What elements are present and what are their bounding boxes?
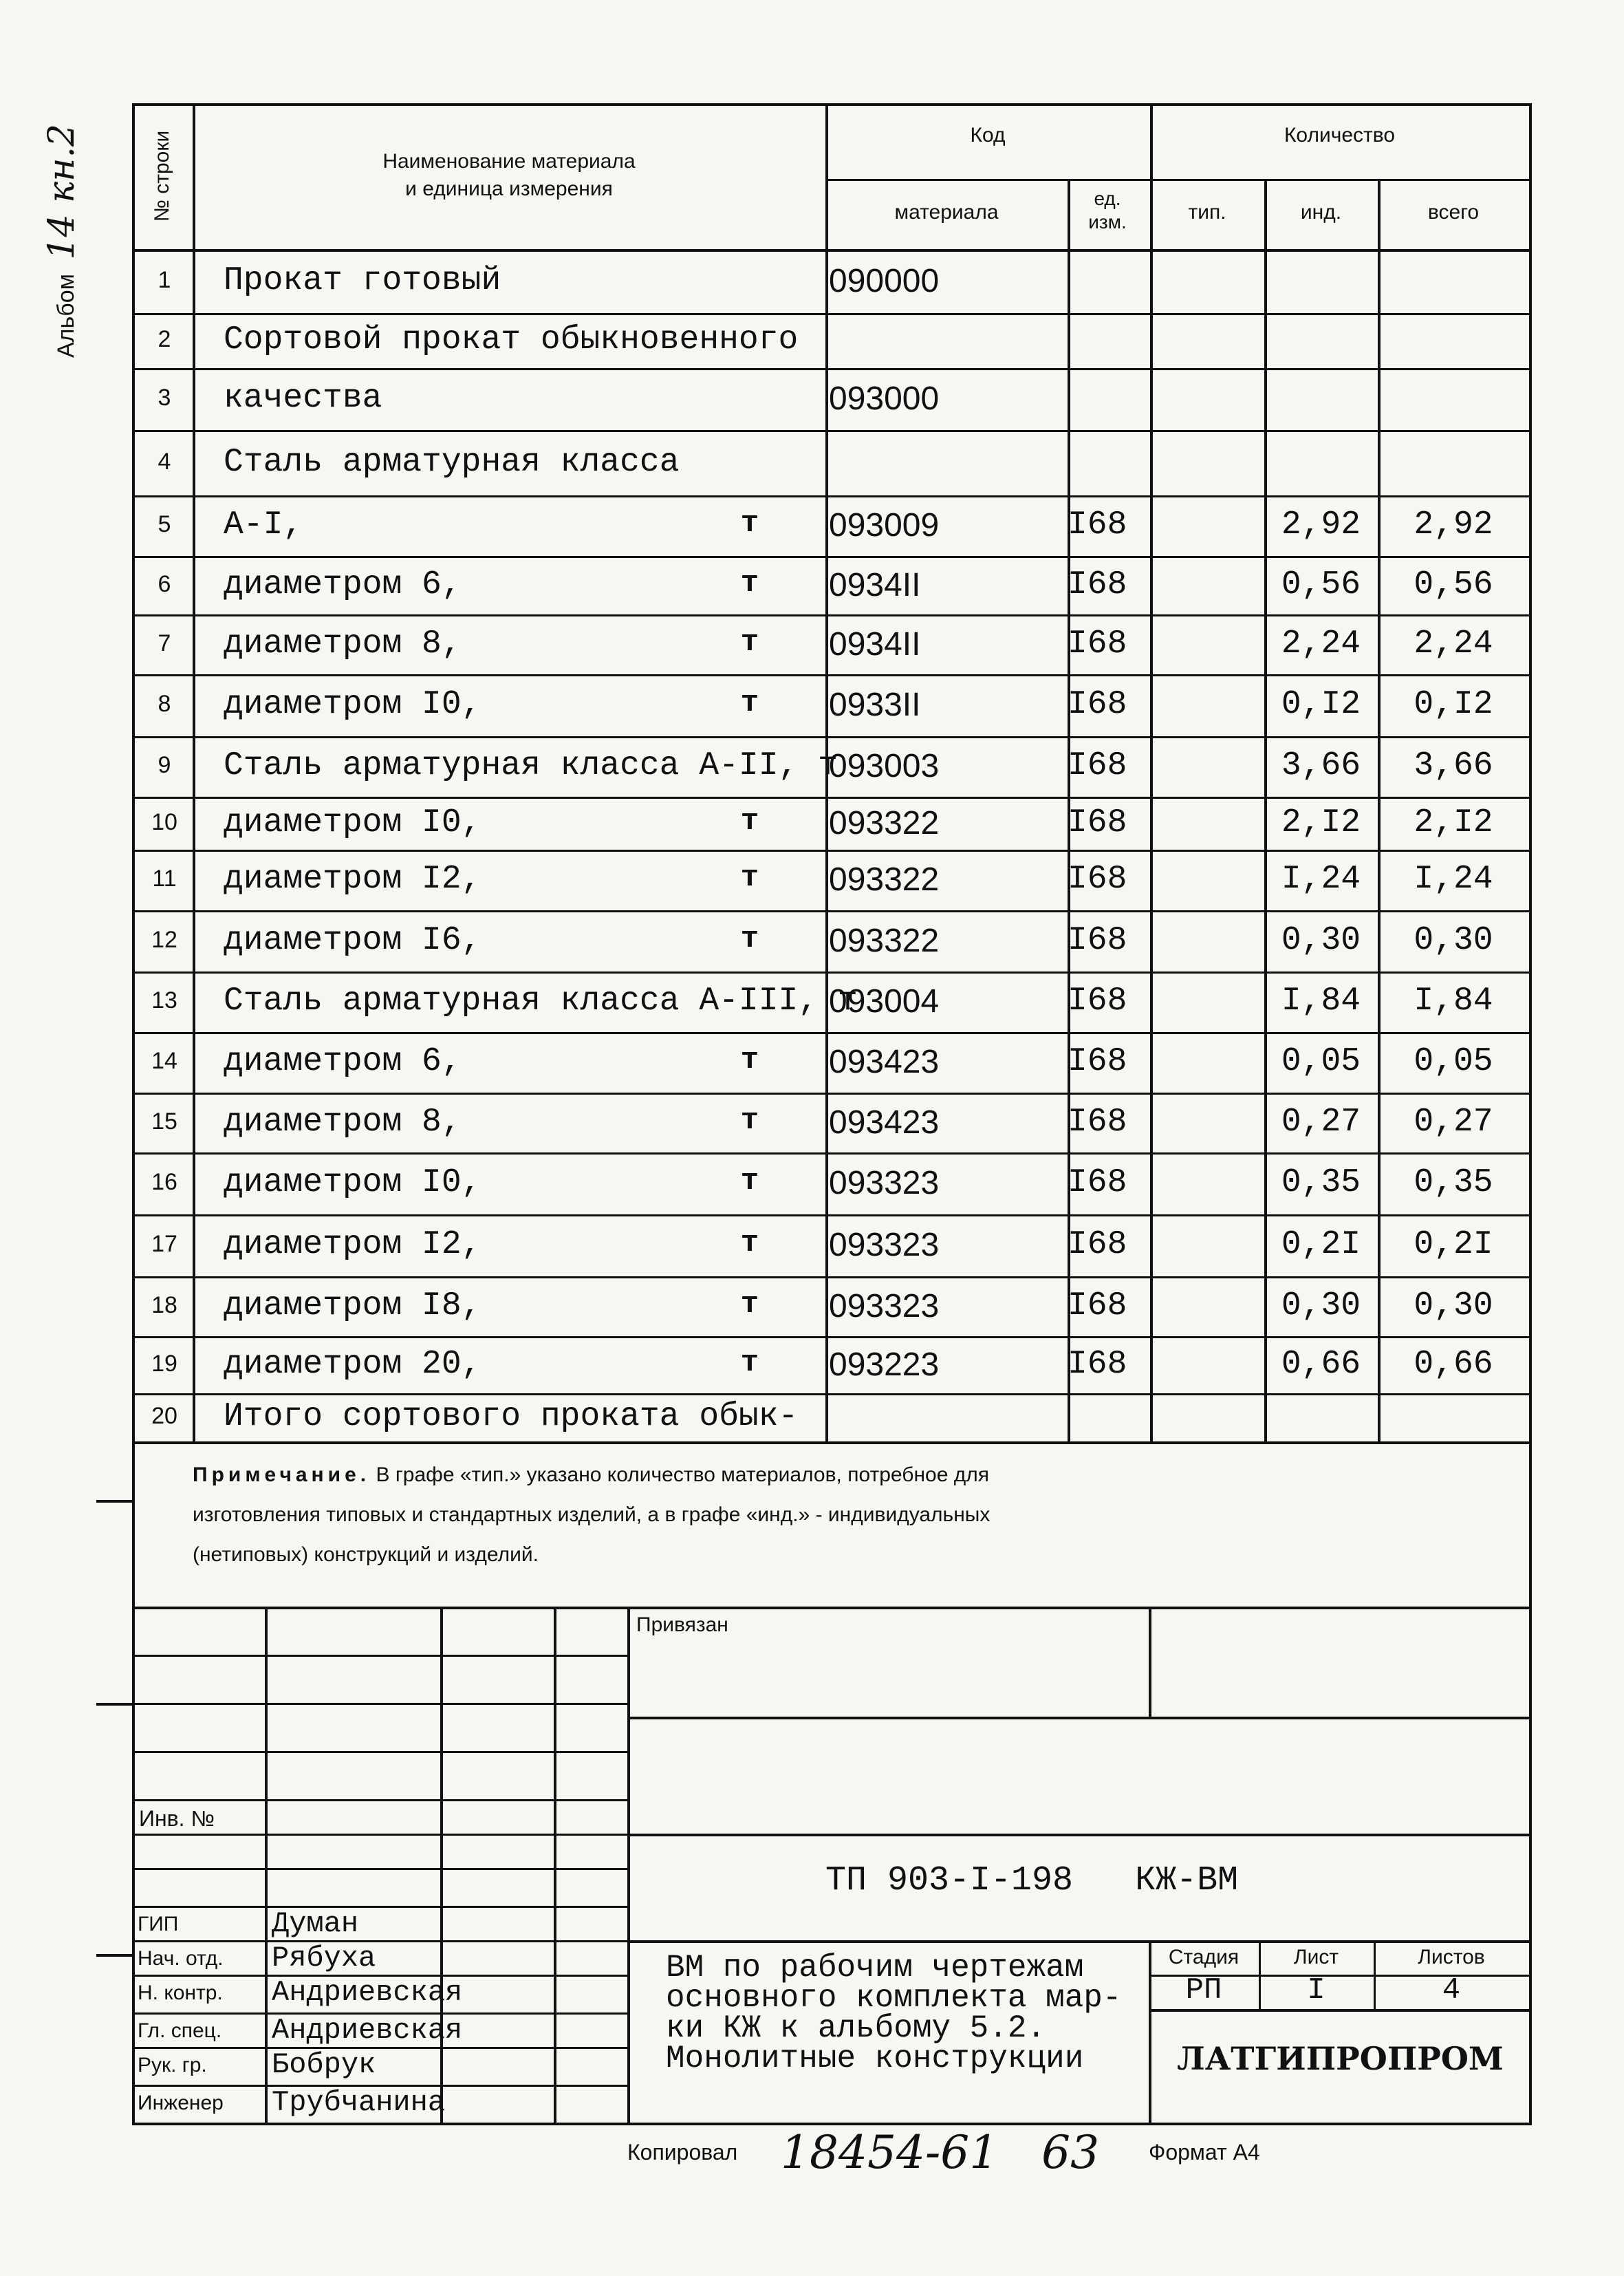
row-code: 090000 bbox=[829, 262, 940, 299]
note-block bbox=[193, 1455, 1500, 1575]
row-qty-ind: 0,27 bbox=[1281, 1103, 1361, 1141]
row-number: 7 bbox=[158, 630, 171, 656]
header-qty-typ: тип. bbox=[1188, 201, 1226, 224]
row-unit: т bbox=[740, 1287, 759, 1322]
row-name: диаметром I6, bbox=[224, 921, 481, 959]
row-qty-total: 0,56 bbox=[1414, 566, 1493, 603]
row-code: 093223 bbox=[829, 1346, 940, 1383]
row-unit-code: I68 bbox=[1068, 804, 1127, 841]
row-number: 3 bbox=[158, 385, 171, 411]
row-qty-total: 0,05 bbox=[1414, 1043, 1493, 1080]
sheet-value: I bbox=[1307, 1973, 1325, 2008]
row-code: 093423 bbox=[829, 1044, 940, 1080]
copied-label: Копировал bbox=[627, 2140, 738, 2165]
row-qty-ind: 2,24 bbox=[1281, 625, 1361, 663]
header-code: Код bbox=[970, 124, 1006, 147]
row-unit-code: I68 bbox=[1068, 921, 1127, 959]
row-name: Прокат готовый bbox=[224, 261, 501, 299]
row-code: 093003 bbox=[829, 748, 940, 784]
header-quantity: Количество bbox=[1284, 124, 1396, 147]
signer-name: Трубчанина bbox=[272, 2086, 446, 2119]
row-qty-total: 3,66 bbox=[1414, 747, 1493, 784]
row-name: Сталь арматурная класса А-III, т bbox=[224, 983, 858, 1020]
signer-role: ГИП bbox=[138, 1913, 179, 1935]
signer-role: Н. контр. bbox=[138, 1982, 223, 2004]
row-qty-total: 0,35 bbox=[1414, 1164, 1493, 1201]
row-unit-code: I68 bbox=[1068, 1103, 1127, 1141]
row-number: 16 bbox=[151, 1169, 177, 1195]
row-qty-ind: 0,05 bbox=[1281, 1043, 1361, 1080]
row-qty-ind: 0,2I bbox=[1281, 1226, 1361, 1263]
row-code: 093323 bbox=[829, 1165, 940, 1201]
row-qty-total: 2,24 bbox=[1414, 625, 1493, 663]
copied-value: 18454-61 63 bbox=[781, 2126, 1100, 2179]
header-qty-ind: инд. bbox=[1300, 201, 1342, 224]
document-code: ТП 903-I-198 КЖ-ВМ bbox=[825, 1861, 1239, 1900]
row-number: 10 bbox=[151, 808, 177, 835]
row-number: 11 bbox=[152, 866, 177, 892]
row-name: диаметром 8, bbox=[224, 1103, 462, 1141]
header-code-material: материала bbox=[894, 201, 999, 224]
album-label bbox=[41, 83, 96, 358]
row-unit: т bbox=[740, 625, 759, 660]
row-qty-ind: 2,I2 bbox=[1281, 804, 1361, 841]
row-qty-ind: 0,66 bbox=[1281, 1345, 1361, 1383]
row-unit-code: I68 bbox=[1068, 566, 1127, 603]
row-number: 18 bbox=[151, 1291, 177, 1318]
format-label: Формат А4 bbox=[1149, 2140, 1260, 2165]
row-unit-code: I68 bbox=[1068, 1226, 1127, 1263]
sheet-label: Лист bbox=[1293, 1946, 1339, 1968]
signer-name: Андриевская bbox=[272, 1976, 463, 2009]
stage-value: РП bbox=[1185, 1973, 1222, 2008]
row-unit-code: I68 bbox=[1068, 506, 1127, 544]
row-qty-total: 0,2I bbox=[1414, 1226, 1493, 1263]
row-unit-code: I68 bbox=[1068, 983, 1127, 1020]
row-unit-code: I68 bbox=[1068, 1043, 1127, 1080]
row-unit-code: I68 bbox=[1068, 1345, 1127, 1383]
row-unit-code: I68 bbox=[1068, 686, 1127, 723]
row-number: 2 bbox=[158, 326, 171, 352]
row-number: 5 bbox=[158, 511, 171, 537]
row-unit: т bbox=[740, 1345, 759, 1380]
row-number: 19 bbox=[151, 1350, 177, 1377]
row-number: 14 bbox=[151, 1048, 177, 1074]
row-code: 093423 bbox=[829, 1104, 940, 1141]
row-number: 15 bbox=[151, 1108, 177, 1135]
signer-role: Рук. гр. bbox=[138, 2054, 207, 2076]
row-qty-total: 2,I2 bbox=[1414, 804, 1493, 841]
row-unit: т bbox=[740, 506, 759, 541]
row-qty-total: 0,27 bbox=[1414, 1103, 1493, 1141]
row-code: 093322 bbox=[829, 861, 940, 898]
sheets-label: Листов bbox=[1418, 1946, 1485, 1968]
row-number: 12 bbox=[151, 926, 177, 953]
note-line-2: изготовления типовых и стандартных изделий, а в графе «инд.» - индивидуальных bbox=[193, 1503, 990, 1526]
row-name: А-I, bbox=[224, 506, 303, 544]
row-name: качества bbox=[224, 380, 382, 417]
signer-role: Нач. отд. bbox=[138, 1947, 224, 1970]
row-qty-ind: 0,30 bbox=[1281, 1287, 1361, 1324]
row-code: 093000 bbox=[829, 380, 940, 417]
row-code: 0934II bbox=[829, 625, 921, 663]
row-qty-ind: 0,30 bbox=[1281, 921, 1361, 959]
inventory-number-label: Инв. № bbox=[139, 1806, 215, 1831]
note-label: Примечание. bbox=[193, 1463, 371, 1486]
row-code: 093009 bbox=[829, 507, 940, 544]
privyazan-label: Привязан bbox=[636, 1613, 728, 1636]
row-unit: т bbox=[740, 1043, 759, 1077]
row-name: диаметром I2, bbox=[224, 1226, 481, 1263]
row-code: 093004 bbox=[829, 983, 940, 1020]
row-name: диаметром 8, bbox=[224, 625, 462, 663]
row-name: диаметром I0, bbox=[224, 1164, 481, 1201]
row-qty-total: I,84 bbox=[1414, 983, 1493, 1020]
row-qty-ind: I,24 bbox=[1281, 861, 1361, 898]
row-code: 093323 bbox=[829, 1287, 940, 1324]
row-number: 4 bbox=[158, 448, 171, 475]
row-number: 17 bbox=[151, 1231, 177, 1257]
row-code: 093322 bbox=[829, 804, 940, 841]
row-unit-code: I68 bbox=[1068, 747, 1127, 784]
album-number: 14 кн.2 bbox=[41, 123, 83, 260]
row-code: 0934II bbox=[829, 566, 921, 603]
album-text: Альбом bbox=[53, 274, 79, 358]
row-number: 8 bbox=[158, 691, 171, 717]
row-unit: т bbox=[740, 804, 759, 839]
row-name: диаметром I0, bbox=[224, 686, 481, 723]
row-number: 13 bbox=[151, 987, 177, 1013]
row-code: 093323 bbox=[829, 1227, 940, 1263]
row-number: 9 bbox=[158, 752, 171, 778]
row-unit-code: I68 bbox=[1068, 1287, 1127, 1324]
row-name: Сталь арматурная класса bbox=[224, 443, 680, 481]
row-unit: т bbox=[740, 861, 759, 895]
row-name: диаметром I8, bbox=[224, 1287, 481, 1324]
row-qty-ind: 0,I2 bbox=[1281, 686, 1361, 723]
row-qty-ind: 2,92 bbox=[1281, 506, 1361, 544]
header-code-unit: ед. изм. bbox=[1088, 188, 1127, 233]
row-code: 093322 bbox=[829, 922, 940, 959]
row-qty-total: 0,30 bbox=[1414, 921, 1493, 959]
row-name: диаметром 6, bbox=[224, 566, 462, 603]
signer-role: Инженер bbox=[138, 2092, 224, 2114]
document-title: ВМ по рабочим чертежам основного комплекта мар- ки КЖ к альбому 5.2. Монолитные конструкции bbox=[666, 1950, 1122, 2076]
header-name: Наименование материала и единица измерения bbox=[382, 150, 636, 200]
row-name: Сортовой прокат обыкновенного bbox=[224, 321, 799, 358]
row-name: диаметром 20, bbox=[224, 1345, 481, 1383]
row-unit: т bbox=[740, 1164, 759, 1199]
row-unit-code: I68 bbox=[1068, 625, 1127, 663]
note-line-1: В графе «тип.» указано количество материалов, потребное для bbox=[376, 1463, 989, 1486]
signer-role: Гл. спец. bbox=[138, 2019, 222, 2042]
signer-name: Андриевская bbox=[272, 2014, 463, 2047]
row-qty-total: 0,30 bbox=[1414, 1287, 1493, 1324]
row-code: 0933II bbox=[829, 687, 921, 723]
stage-label: Стадия bbox=[1168, 1946, 1239, 1968]
row-qty-ind: I,84 bbox=[1281, 983, 1361, 1020]
signer-name: Рябуха bbox=[272, 1942, 376, 1975]
row-qty-ind: 0,56 bbox=[1281, 566, 1361, 603]
row-unit: т bbox=[740, 921, 759, 956]
row-unit-code: I68 bbox=[1068, 1164, 1127, 1201]
sheets-value: 4 bbox=[1442, 1973, 1461, 2008]
row-unit-code: I68 bbox=[1068, 861, 1127, 898]
row-qty-ind: 3,66 bbox=[1281, 747, 1361, 784]
row-name: Итого сортового проката обык- bbox=[224, 1398, 799, 1435]
row-name: диаметром 6, bbox=[224, 1043, 462, 1080]
signer-name: Думан bbox=[272, 1907, 359, 1940]
header-qty-total: всего bbox=[1427, 201, 1480, 224]
row-qty-total: I,24 bbox=[1414, 861, 1493, 898]
row-name: Сталь арматурная класса А-II, т bbox=[224, 747, 838, 784]
organization-name: ЛАТГИПРОПРОМ bbox=[1177, 2040, 1504, 2077]
row-unit: т bbox=[740, 686, 759, 720]
row-number: 6 bbox=[158, 570, 171, 597]
row-unit: т bbox=[740, 1103, 759, 1138]
row-number: 1 bbox=[158, 266, 171, 293]
row-unit: т bbox=[740, 1226, 759, 1260]
note-line-3: (нетиповых) конструкций и изделий. bbox=[193, 1543, 539, 1566]
signer-name: Бобрук bbox=[272, 2048, 376, 2081]
row-qty-total: 2,92 bbox=[1414, 506, 1493, 544]
row-qty-total: 0,66 bbox=[1414, 1345, 1493, 1383]
row-name: диаметром I2, bbox=[224, 861, 481, 898]
row-unit: т bbox=[740, 566, 759, 601]
header-row-no: № строки bbox=[151, 130, 173, 222]
row-qty-total: 0,I2 bbox=[1414, 686, 1493, 723]
row-number: 20 bbox=[151, 1403, 177, 1429]
row-qty-ind: 0,35 bbox=[1281, 1164, 1361, 1201]
row-name: диаметром I0, bbox=[224, 804, 481, 841]
